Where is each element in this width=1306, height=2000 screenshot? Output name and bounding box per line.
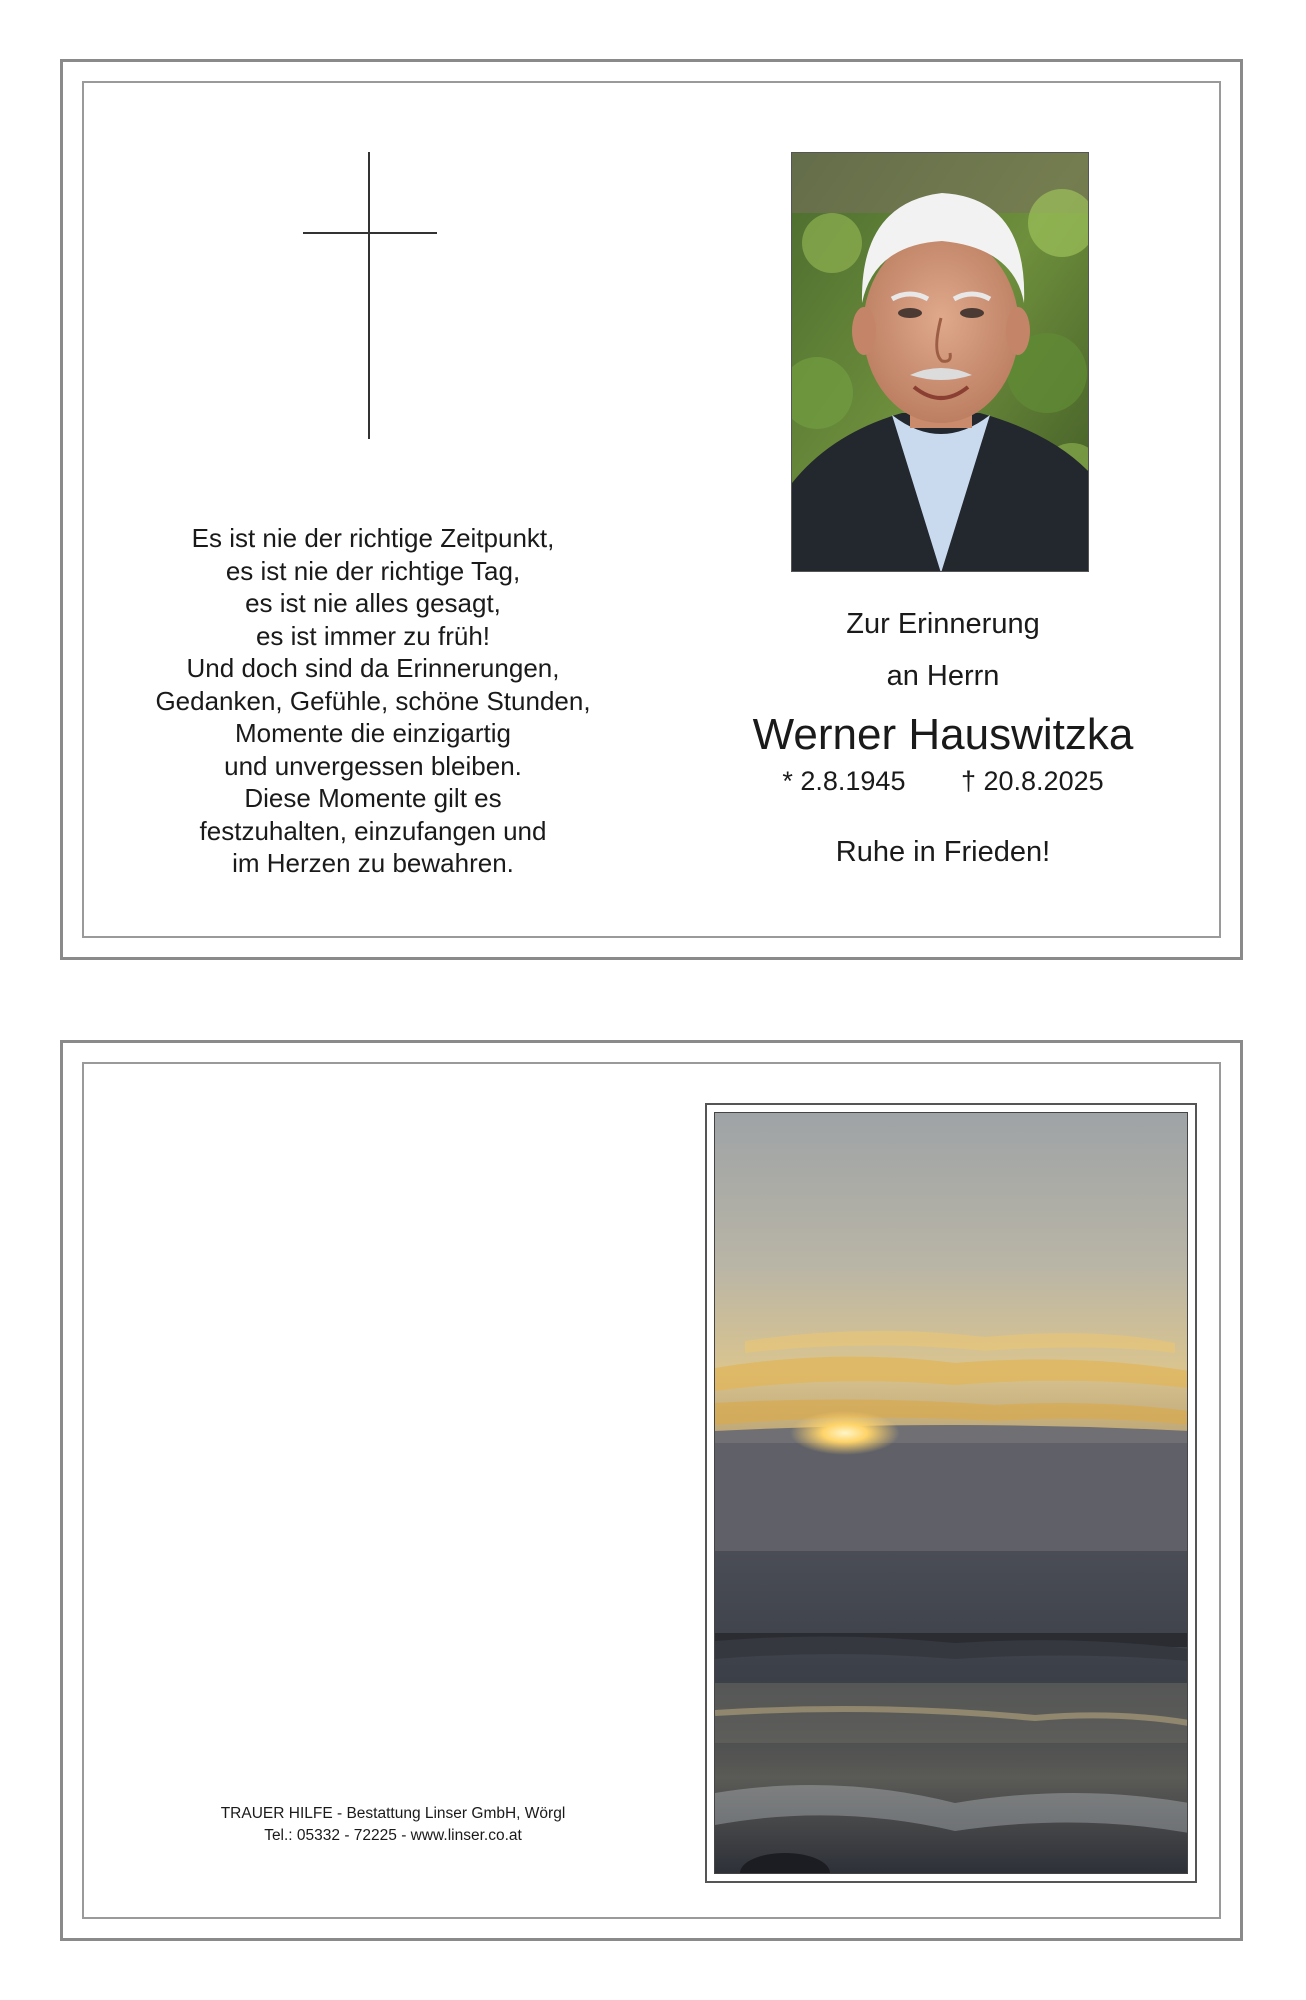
poem-line: und unvergessen bleiben.: [224, 750, 522, 781]
cross-icon: [303, 152, 437, 439]
sunset-photo: [714, 1112, 1188, 1874]
funeral-home-footer: [163, 1803, 623, 1847]
footer-company: TRAUER HILFE - Bestattung Linser GmbH, Wörgl: [220, 1805, 566, 1822]
poem-line: Und doch sind da Erinnerungen,: [186, 653, 560, 683]
memorial-salutation: an Herrn: [886, 660, 1000, 692]
poem-line: im Herzen zu bewahren.: [232, 848, 514, 878]
memorial-card-back: [60, 1040, 1243, 1941]
poem-line: Es ist nie der richtige Zeitpunkt,: [191, 523, 555, 553]
memorial-card-front: [60, 59, 1243, 960]
death-date: † 20.8.2025: [960, 766, 1104, 796]
sunset-photo-frame: [705, 1103, 1197, 1883]
poem-line: Gedanken, Gefühle, schöne Stunden,: [155, 685, 591, 716]
portrait-photo: [791, 152, 1089, 572]
poem: [123, 522, 623, 880]
poem-line: es ist nie alles gesagt,: [245, 588, 501, 618]
closing-line: Ruhe in Frieden!: [835, 836, 1051, 868]
poem-line: festzuhalten, einzufangen und: [199, 815, 547, 846]
deceased-name: Werner Hauswitzka: [752, 710, 1134, 759]
footer-contact: Tel.: 05332 - 72225 - www.linser.co.at: [264, 1827, 522, 1844]
life-dates: [703, 764, 1183, 798]
memorial-text: [703, 602, 1183, 870]
poem-line: Momente die einzigartig: [234, 718, 512, 748]
birth-date: * 2.8.1945: [782, 766, 906, 796]
poem-line: es ist immer zu früh!: [255, 620, 491, 651]
memorial-intro: Zur Erinnerung: [846, 608, 1040, 640]
poem-line: Diese Momente gilt es: [244, 783, 502, 813]
poem-line: es ist nie der richtige Tag,: [225, 555, 521, 586]
